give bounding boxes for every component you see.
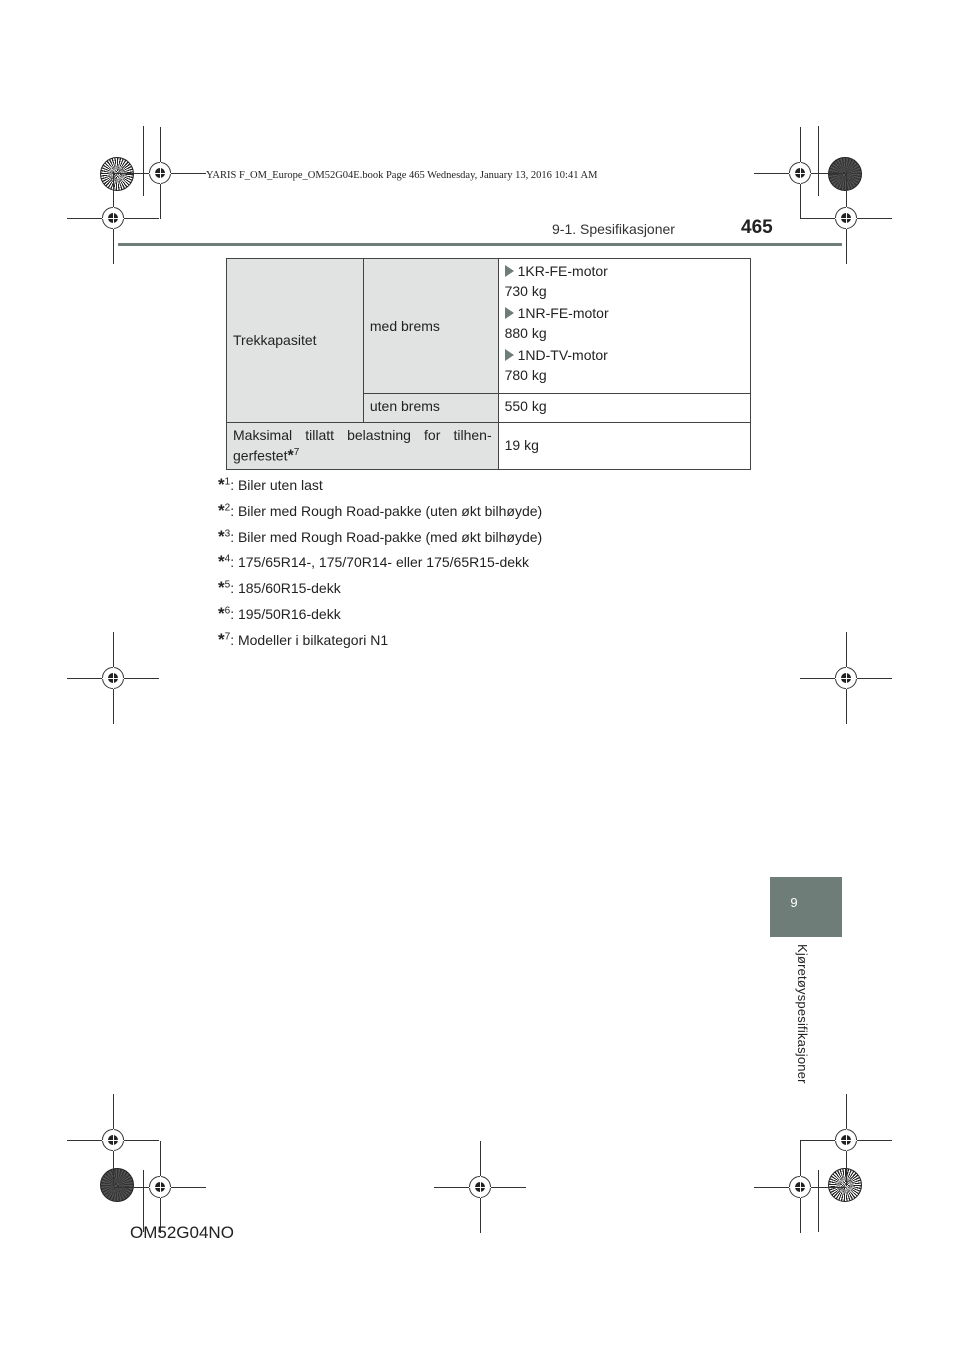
with-brake-values bbox=[498, 259, 750, 394]
max-hitch-load-text: Maksimal tillatt belastning for tilhen-gerfestet bbox=[233, 427, 492, 464]
footnote-text: : 195/50R16-dekk bbox=[230, 606, 341, 622]
list-item bbox=[505, 305, 744, 322]
footnote: *$^6$: 195/50R16-dekk bbox=[218, 604, 341, 623]
registration-sunburst-icon bbox=[100, 157, 134, 191]
footnote-number: 3 bbox=[224, 528, 231, 540]
triangle-bullet-icon bbox=[505, 307, 514, 319]
footnote-number: 7 bbox=[224, 631, 231, 643]
footnote-star: * bbox=[287, 447, 294, 465]
without-brake-value: 550 kg bbox=[498, 394, 750, 423]
footnote-number: 2 bbox=[224, 502, 231, 514]
crop-line bbox=[818, 126, 819, 196]
section-title: 9-1. Spesifikasjoner bbox=[552, 221, 675, 237]
chapter-label: Kjøretøyspesifikasjoner bbox=[795, 944, 810, 1084]
list-item bbox=[505, 347, 744, 364]
engine-value: 780 kg bbox=[504, 367, 547, 383]
with-brake-label: med brems bbox=[363, 259, 498, 394]
document-code: OM52G04NO bbox=[130, 1223, 234, 1242]
engine-name: 1ND-TV-motor bbox=[517, 347, 608, 363]
triangle-bullet-icon bbox=[505, 349, 514, 361]
footnote-text: : Biler med Rough Road-pakke (uten økt bilhøyde) bbox=[230, 503, 543, 519]
footnote-text: : Biler uten last bbox=[230, 477, 323, 493]
footnote-text: : Biler med Rough Road-pakke (med økt bilhøyde) bbox=[230, 529, 543, 545]
footnote: *$^5$: 185/60R15-dekk bbox=[218, 578, 341, 597]
footnote-number: 1 bbox=[224, 476, 231, 488]
crop-line bbox=[143, 126, 144, 196]
list-item bbox=[505, 263, 744, 280]
footnote-number: 4 bbox=[224, 553, 231, 565]
footnote-text: : 185/60R15-dekk bbox=[230, 580, 341, 596]
registration-sunburst-dark-icon bbox=[100, 1168, 134, 1202]
chapter-number: 9 bbox=[790, 895, 798, 910]
footnote-number: 5 bbox=[224, 579, 231, 591]
triangle-bullet-icon bbox=[505, 265, 514, 277]
engine-name: 1KR-FE-motor bbox=[517, 263, 608, 279]
max-hitch-load-label bbox=[227, 423, 499, 470]
footnote-text: : 175/65R14-, 175/70R14- eller 175/65R15-dekk bbox=[230, 554, 530, 570]
towing-capacity-label: Trekkapasitet bbox=[227, 259, 364, 423]
footnote-ref: 7 bbox=[293, 447, 300, 458]
footnote: *$^1$: Biler uten last bbox=[218, 475, 323, 494]
footnote: *$^4$: 175/65R14-, 175/70R14- eller 175/65R15-dekk bbox=[218, 552, 530, 571]
footnote: *$^7$: Modeller i bilkategori N1 bbox=[218, 630, 389, 649]
without-brake-label: uten brems bbox=[363, 394, 498, 423]
towing-spec-table bbox=[226, 258, 751, 470]
crop-line bbox=[818, 1170, 819, 1232]
engine-value: 730 kg bbox=[504, 283, 547, 299]
registration-sunburst-icon bbox=[828, 1168, 862, 1202]
footnote: *$^2$: Biler med Rough Road-pakke (uten økt bilhøyde) bbox=[218, 501, 543, 520]
registration-sunburst-dark-icon bbox=[828, 157, 862, 191]
engine-name: 1NR-FE-motor bbox=[517, 305, 609, 321]
max-hitch-load-value: 19 kg bbox=[498, 423, 750, 470]
engine-value: 880 kg bbox=[504, 325, 547, 341]
header-rule bbox=[118, 243, 842, 246]
table-row bbox=[227, 259, 751, 394]
footnote-number: 6 bbox=[224, 605, 231, 617]
table-row bbox=[227, 423, 751, 470]
footnote: *$^3$: Biler med Rough Road-pakke (med økt bilhøyde) bbox=[218, 527, 543, 546]
book-info-line: YARIS F_OM_Europe_OM52G04E.book Page 465 Wednesday, January 13, 2016 10:41 AM bbox=[206, 170, 598, 181]
footnote-text: : Modeller i bilkategori N1 bbox=[230, 632, 389, 648]
page-number: 465 bbox=[741, 217, 773, 238]
